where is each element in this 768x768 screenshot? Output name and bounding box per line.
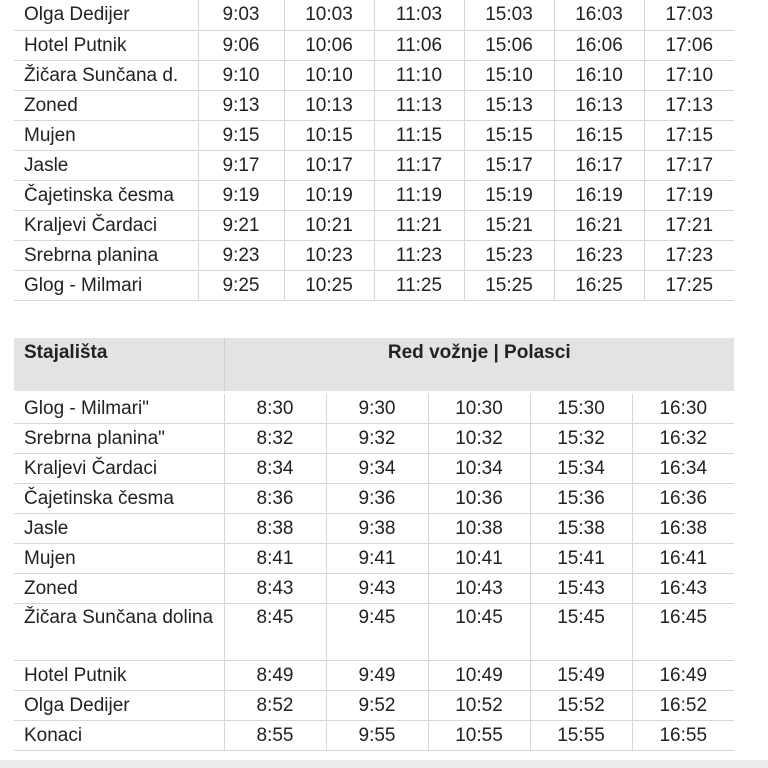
departure-time: 9:55 [326, 721, 428, 751]
departure-time: 10:06 [284, 31, 374, 61]
departure-time: 11:17 [374, 151, 464, 181]
departure-time: 15:23 [464, 241, 554, 271]
departure-time: 11:21 [374, 211, 464, 241]
departure-time: 15:06 [464, 31, 554, 61]
departure-time: 10:52 [428, 691, 530, 721]
departure-time: 11:25 [374, 271, 464, 301]
table-row [14, 211, 734, 241]
departure-time: 15:55 [530, 721, 632, 751]
table-row [14, 484, 734, 514]
departure-time: 10:38 [428, 514, 530, 544]
departure-time: 15:19 [464, 181, 554, 211]
stop-name: Glog - Milmari" [14, 394, 224, 424]
stop-name: Jasle [14, 151, 198, 181]
table-row [14, 454, 734, 484]
departure-time: 15:49 [530, 661, 632, 691]
departure-time: 9:30 [326, 394, 428, 424]
departure-time: 16:25 [554, 271, 644, 301]
departure-time: 15:41 [530, 544, 632, 574]
departure-time: 10:32 [428, 424, 530, 454]
departure-time: 16:30 [632, 394, 734, 424]
table-row [14, 241, 734, 271]
departure-time: 8:52 [224, 691, 326, 721]
bottom-divider [0, 760, 768, 768]
departure-time: 9:43 [326, 574, 428, 604]
departure-time: 9:19 [198, 181, 284, 211]
departure-time: 15:17 [464, 151, 554, 181]
departure-time: 10:36 [428, 484, 530, 514]
departure-time: 16:38 [632, 514, 734, 544]
departure-time: 10:34 [428, 454, 530, 484]
stop-name: Zoned [14, 574, 224, 604]
table-row [14, 181, 734, 211]
departure-time: 11:06 [374, 31, 464, 61]
departure-time: 16:19 [554, 181, 644, 211]
departure-time: 9:41 [326, 544, 428, 574]
stop-name: Glog - Milmari [14, 271, 198, 301]
departure-time: 15:38 [530, 514, 632, 544]
departure-time: 9:45 [326, 604, 428, 661]
departure-time: 16:36 [632, 484, 734, 514]
stop-name: Olga Dedijer [14, 691, 224, 721]
stop-name: Mujen [14, 121, 198, 151]
departure-time: 10:19 [284, 181, 374, 211]
departure-time: 16:45 [632, 604, 734, 661]
table-row [14, 151, 734, 181]
departure-time: 8:30 [224, 394, 326, 424]
departure-time: 10:15 [284, 121, 374, 151]
departure-time: 9:38 [326, 514, 428, 544]
stop-name: Hotel Putnik [14, 661, 224, 691]
departure-time: 17:23 [644, 241, 734, 271]
departure-time: 8:38 [224, 514, 326, 544]
table-row [14, 424, 734, 454]
departure-time: 8:49 [224, 661, 326, 691]
departure-time: 10:17 [284, 151, 374, 181]
departure-time: 15:36 [530, 484, 632, 514]
departure-time: 16:06 [554, 31, 644, 61]
departure-time: 9:15 [198, 121, 284, 151]
departure-time: 15:52 [530, 691, 632, 721]
departure-time: 10:13 [284, 91, 374, 121]
departure-time: 10:55 [428, 721, 530, 751]
column-header-stops: Stajališta [14, 338, 224, 391]
departure-time: 16:43 [632, 574, 734, 604]
departure-time: 17:21 [644, 211, 734, 241]
departure-time: 16:34 [632, 454, 734, 484]
departure-time: 15:34 [530, 454, 632, 484]
departure-time: 9:13 [198, 91, 284, 121]
table-row [14, 271, 734, 301]
departure-time: 9:17 [198, 151, 284, 181]
table-row [14, 0, 734, 31]
stop-name: Žičara Sunčana d. [14, 61, 198, 91]
departure-time: 9:21 [198, 211, 284, 241]
departure-time: 16:13 [554, 91, 644, 121]
table-row [14, 121, 734, 151]
departure-time: 10:45 [428, 604, 530, 661]
departure-time: 17:17 [644, 151, 734, 181]
departure-time: 17:13 [644, 91, 734, 121]
table-row [14, 394, 734, 424]
departure-time: 15:43 [530, 574, 632, 604]
departure-time: 10:10 [284, 61, 374, 91]
stop-name: Olga Dedijer [14, 0, 198, 31]
departure-time: 15:45 [530, 604, 632, 661]
departure-time: 8:36 [224, 484, 326, 514]
departure-time: 11:23 [374, 241, 464, 271]
stop-name: Čajetinska česma [14, 484, 224, 514]
departure-time: 16:15 [554, 121, 644, 151]
departure-time: 10:23 [284, 241, 374, 271]
stop-name: Jasle [14, 514, 224, 544]
table-row [14, 661, 734, 691]
departure-time: 17:19 [644, 181, 734, 211]
stop-name: Srebrna planina" [14, 424, 224, 454]
departure-time: 8:41 [224, 544, 326, 574]
departure-time: 16:23 [554, 241, 644, 271]
departure-time: 17:25 [644, 271, 734, 301]
departure-time: 8:55 [224, 721, 326, 751]
departure-time: 9:36 [326, 484, 428, 514]
table-row [14, 544, 734, 574]
stop-name: Konaci [14, 721, 224, 751]
stop-name: Kraljevi Čardaci [14, 211, 198, 241]
departure-time: 16:10 [554, 61, 644, 91]
departure-time: 9:49 [326, 661, 428, 691]
stop-name: Srebrna planina [14, 241, 198, 271]
departure-time: 16:17 [554, 151, 644, 181]
departure-time: 17:10 [644, 61, 734, 91]
departure-time: 11:19 [374, 181, 464, 211]
departure-time: 8:32 [224, 424, 326, 454]
departure-time: 9:52 [326, 691, 428, 721]
departure-time: 9:23 [198, 241, 284, 271]
departure-time: 8:45 [224, 604, 326, 661]
departure-time: 10:25 [284, 271, 374, 301]
departure-time: 16:49 [632, 661, 734, 691]
table-row [14, 691, 734, 721]
departure-time: 16:32 [632, 424, 734, 454]
stop-name: Hotel Putnik [14, 31, 198, 61]
departure-time: 10:49 [428, 661, 530, 691]
departure-time: 16:03 [554, 0, 644, 31]
departure-time: 10:43 [428, 574, 530, 604]
departure-time: 11:15 [374, 121, 464, 151]
departure-time: 9:10 [198, 61, 284, 91]
departure-time: 15:21 [464, 211, 554, 241]
departure-time: 9:32 [326, 424, 428, 454]
departure-time: 11:03 [374, 0, 464, 31]
departure-time: 15:10 [464, 61, 554, 91]
departure-time: 9:06 [198, 31, 284, 61]
departure-time: 8:43 [224, 574, 326, 604]
departure-time: 15:32 [530, 424, 632, 454]
departure-time: 11:13 [374, 91, 464, 121]
table-row [14, 574, 734, 604]
departure-time: 9:34 [326, 454, 428, 484]
timetable-return [14, 338, 734, 751]
departure-time: 16:52 [632, 691, 734, 721]
table-row [14, 61, 734, 91]
departure-time: 17:06 [644, 31, 734, 61]
departure-time: 15:03 [464, 0, 554, 31]
departure-time: 8:34 [224, 454, 326, 484]
departure-time: 15:30 [530, 394, 632, 424]
departure-time: 10:30 [428, 394, 530, 424]
table-row [14, 721, 734, 751]
table-row [14, 91, 734, 121]
departure-time: 17:03 [644, 0, 734, 31]
stop-name: Zoned [14, 91, 198, 121]
stop-name: Mujen [14, 544, 224, 574]
departure-time: 9:25 [198, 271, 284, 301]
departure-time: 10:41 [428, 544, 530, 574]
departure-time: 16:41 [632, 544, 734, 574]
departure-time: 15:13 [464, 91, 554, 121]
stop-name: Kraljevi Čardaci [14, 454, 224, 484]
table-row [14, 31, 734, 61]
departure-time: 16:21 [554, 211, 644, 241]
departure-time: 10:03 [284, 0, 374, 31]
departure-time: 17:15 [644, 121, 734, 151]
departure-time: 11:10 [374, 61, 464, 91]
departure-time: 15:15 [464, 121, 554, 151]
departure-time: 15:25 [464, 271, 554, 301]
table-row [14, 514, 734, 544]
departure-time: 9:03 [198, 0, 284, 31]
table-row [14, 604, 734, 661]
column-header-departures: Red vožnje | Polasci [224, 338, 734, 391]
stop-name: Čajetinska česma [14, 181, 198, 211]
departure-time: 16:55 [632, 721, 734, 751]
table-header-row [14, 338, 734, 391]
departure-time: 10:21 [284, 211, 374, 241]
stop-name: Žičara Sunčana dolina [14, 604, 224, 661]
timetable-outbound [14, 0, 734, 301]
